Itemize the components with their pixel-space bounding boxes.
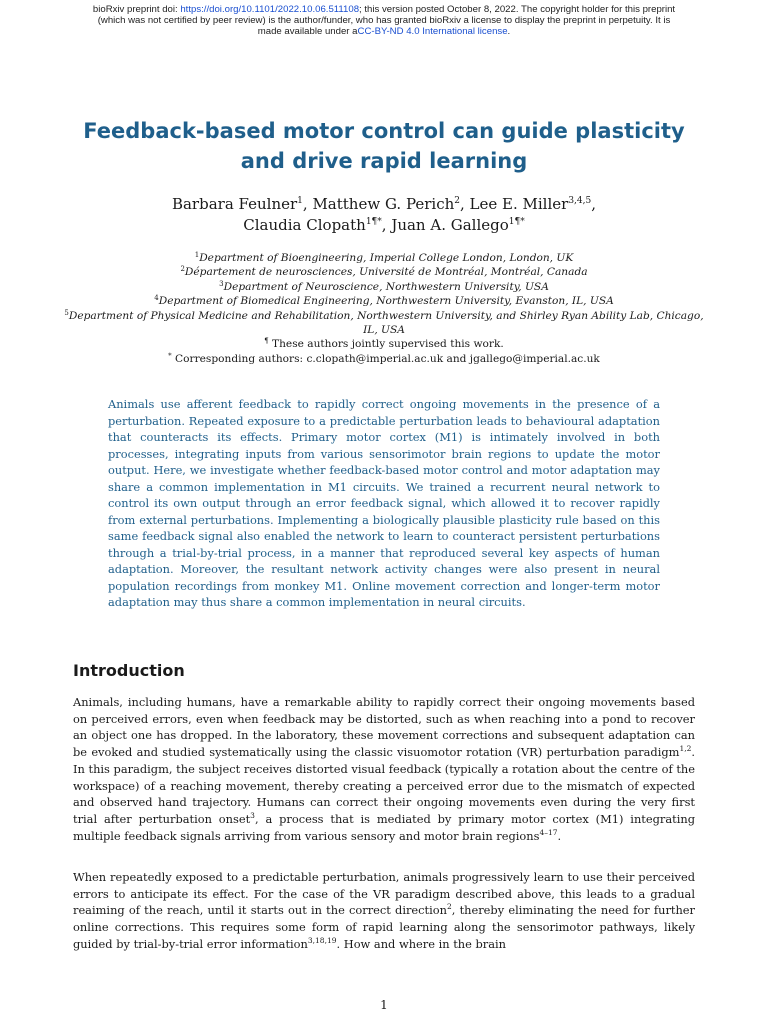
- preprint-banner: [60, 4, 708, 37]
- title-line-2: and drive rapid learning: [240, 149, 528, 173]
- title-line-1: Feedback-based motor control can guide plasticity: [83, 119, 685, 143]
- joint-supervision-note: ¶ These authors jointly supervised this work.: [264, 337, 504, 351]
- intro-paragraph-2: When repeatedly exposed to a predictable perturbation, animals progressively learn to use their perceived errors to anticipate its effect. For the case of the VR paradigm described above, this leads to a gradual reaiming of the reach, until it starts out in the correct direction$^2$, thereby eliminating the need for further online corrections. This requires some form of rapid learning along the sensorimotor pathways, likely guided by trial-by-trial error information$^{3,18,19}$. How and where in the brain: [73, 870, 695, 951]
- license-link[interactable]: CC-BY-ND 4.0 International license: [357, 26, 508, 37]
- author: Claudia Clopath$^{1\P*}$,: [243, 216, 392, 234]
- affiliation: $^1$Department of Bioengineering, Imperial College London, London, UK: [194, 251, 574, 264]
- intro-paragraph-1: Animals, including humans, have a remarkable ability to rapidly correct their ongoing movements based on perceived errors, even when feedback may be distorted, such as when reaching into a pond to recover an object one has dropped. In the laboratory, these movement corrections and subsequent adaptation can be evoked and studied systematically using the classic visuomotor rotation (VR) perturbation paradigm$^{1,2}$. In this paradigm, the subject receives distorted visual feedback (typically a rotation about the centre of the workspace) of a reaching movement, thereby creating a perceived error due to the mismatch of expected and observed hand trajectory. Humans can correct their ongoing movements even during the very first trial after perturbation onset$^3$, a process that is mediated by primary motor cortex (M1) integrating multiple feedback signals arriving from various sensory and motor brain regions$^{4-17}$.: [73, 695, 695, 843]
- author: Lee E. Miller$^{3,4,5}$,: [469, 195, 597, 213]
- affiliation: $^5$Department of Physical Medicine and Rehabilitation, Northwestern University, and Shirley Ryan Ability Lab, Chicago, IL, USA: [64, 308, 704, 337]
- paper-title: [40, 116, 728, 176]
- section-heading-introduction: Introduction: [73, 661, 185, 680]
- page-number: 1: [380, 998, 388, 1012]
- affiliation: $^3$Department of Neuroscience, Northwestern University, USA: [219, 279, 549, 293]
- author-list: [60, 194, 708, 236]
- affiliation: $^4$Department of Biomedical Engineering, Northwestern University, Evanston, IL, USA: [154, 294, 614, 308]
- affiliations: [60, 251, 708, 366]
- banner-line-2: (which was not certified by peer review) is the author/funder, who has granted bioRxiv a license to display the preprint in perpetuity. It is: [97, 15, 671, 26]
- doi-link[interactable]: https://doi.org/10.1101/2022.10.06.511108: [180, 4, 360, 15]
- corresponding-authors-note: * Corresponding authors: c.clopath@imperial.ac.uk and jgallego@imperial.ac.uk: [168, 351, 600, 365]
- author: Juan A. Gallego$^{1\P*}$: [391, 216, 525, 234]
- banner-line-3: made available under aCC-BY-ND 4.0 International license.: [257, 26, 511, 37]
- abstract: Animals use afferent feedback to rapidly correct ongoing movements in the presence of a perturbation. Repeated exposure to a predictable perturbation leads to behavioural adaptation that counteracts its effects. Primary motor cortex (M1) is intimately involved in both processes, integrating inputs from various sensorimotor brain regions to update the motor output. Here, we investigate whether feedback-based motor control and motor adaptation may share a common implementation in M1 circuits. We trained a recurrent neural network to control its own output through an error feedback signal, which allowed it to recover rapidly from external perturbations. Implementing a biologically plausible plasticity rule based on this same feedback signal also enabled the network to learn to counteract persistent perturbations through a trial-by-trial process, in a manner that reproduced several key aspects of human adaptation. Moreover, the resultant network activity changes were also present in neural population recordings from monkey M1. Online movement correction and longer-term motor adaptation may thus share a common implementation in neural circuits.: [108, 397, 660, 609]
- affiliation: $^2$Département de neurosciences, Université de Montréal, Montréal, Canada: [180, 265, 588, 279]
- author: Matthew G. Perich$^2$,: [312, 195, 470, 213]
- author: Barbara Feulner$^1$,: [171, 195, 313, 213]
- banner-line-1: bioRxiv preprint doi: https://doi.org/10.1101/2022.10.06.511108; this version posted October 8, 2022. The copyright holder for this preprint: [92, 4, 676, 15]
